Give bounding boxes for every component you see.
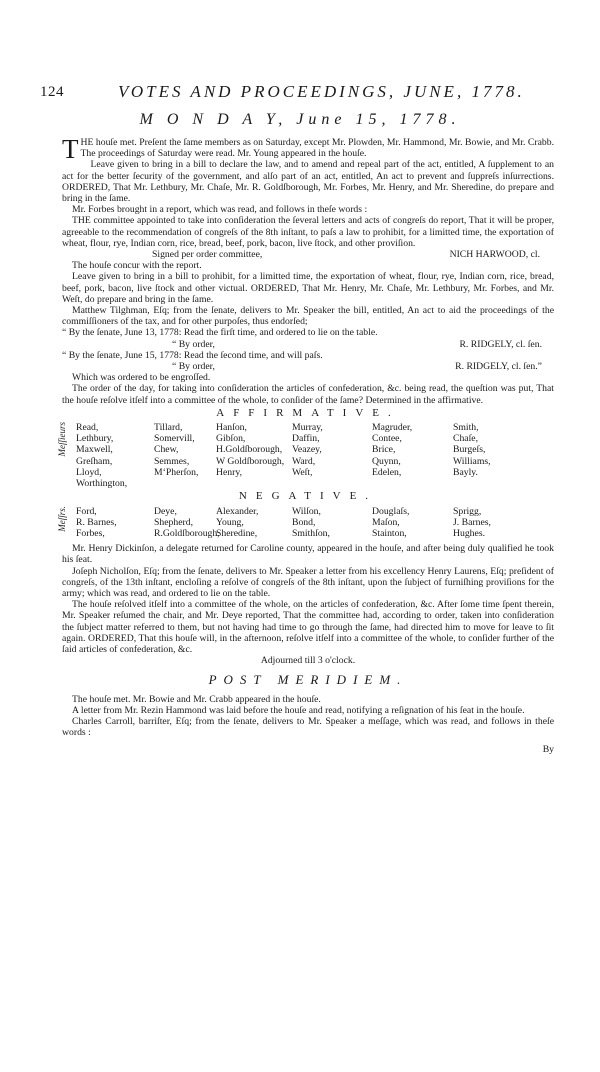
running-title: VOTES AND PROCEEDINGS, JUNE, 1778. [118, 82, 525, 101]
voter-name: Semmes, [154, 455, 190, 467]
voter-name: Murray, [292, 422, 323, 434]
order-line-2 [62, 361, 554, 372]
voter-name: Maxwell, [76, 444, 113, 456]
paragraph-house-met: The houſe met. Mr. Bowie and Mr. Crabb appeared in the houſe. [72, 693, 321, 705]
catchword: By [542, 744, 554, 756]
voter-name: Stainton, [372, 527, 407, 539]
voter-name: Somervill, [154, 433, 195, 445]
paragraph-concur: The houſe concur with the report. [72, 260, 202, 272]
voter-name: Sheredine, [216, 527, 258, 539]
negative-votes [57, 505, 554, 540]
voter-name: Ward, [292, 455, 316, 467]
page-number: 124 [40, 84, 64, 100]
voter-name [216, 478, 292, 489]
paragraph-tilghman: Matthew Tilghman, Eſq; from the ſenate, delivers to Mr. Speaker the bill, entitled, An act to aid the proceedings of the commiſſioners of the tax, and for other purpoſes, thus endorſed; [62, 305, 554, 328]
voter-name: Weſt, [292, 466, 313, 478]
voter-name: Greſham, [76, 455, 113, 467]
voter-name: Brice, [372, 444, 396, 456]
voter-name: Sprigg, [453, 505, 482, 517]
voter-name: Henry, [216, 466, 243, 478]
day-heading: M O N D A Y, June 15, 1778. [139, 111, 461, 128]
drop-cap: T [62, 134, 79, 164]
voter-name: Read, [76, 422, 99, 434]
voter-name: Lloyd, [76, 466, 102, 478]
paragraph-order-of-day: The order of the day, for taking into conſideration the articles of confederation, &c. being read, the queſtion was put, That the houſe reſolve itſelf into a committee of the whole, to conſider of the ſame? Determined in the affirmative. [62, 383, 554, 406]
affirmative-heading: AFFIRMATIVE. [216, 406, 400, 419]
order-label: “ By order, [172, 338, 215, 350]
signature-label: Signed per order committee, [152, 249, 263, 261]
voter-name: Smithſon, [292, 527, 330, 539]
voter-name: Williams, [453, 455, 491, 467]
voter-name: Ford, [76, 505, 97, 517]
paragraph-engrossed: Which was ordered to be engroſſed. [72, 372, 211, 384]
voter-name: R. Barnes, [76, 516, 117, 528]
paragraph-leave-bill: Leave given to bring in a bill to declare the law, and to amend and repeal part of the act, entitled, A ſupplement to an act for the better ſecurity of the government, and alſo part of an act, entitled, An act to prevent and ſuppreſs inſurrections. ORDERED, That Mr. Lethbury, Mr. Chaſe, Mr. R. Goldſborough, Mr. Forbes, Mr. Henry, and Mr. Sheredine, do prepare and bring in the ſame. [62, 159, 554, 205]
voter-name: R.Goldſborough, [154, 527, 220, 539]
page-header [40, 84, 560, 104]
voter-name: Wilſon, [292, 505, 321, 517]
voter-name: Gibſon, [216, 433, 246, 445]
signature-name: NICH HARWOOD, cl. [449, 249, 540, 261]
voter-name: Hughes. [453, 527, 486, 539]
document-body [57, 134, 554, 756]
paragraph-opening [62, 134, 554, 164]
clerk-name: R. RIDGELY, cl. ſen. [459, 338, 542, 350]
voter-name: Chaſe, [453, 433, 479, 445]
paragraph-report-intro: Mr. Forbes brought in a report, which was read, and follows in theſe words : [72, 204, 368, 216]
voter-name: H.Goldſborough, [216, 444, 283, 456]
voter-name: Forbes, [76, 527, 105, 539]
voter-name: Shepherd, [154, 516, 194, 528]
paragraph-nicholson: Joſeph Nicholſon, Eſq; from the ſenate, delivers to Mr. Speaker a letter from his excellency Henry Laurens, Eſq; preſident of congreſs, of the 13th inſtant, encloſing a reſolve of congreſs of the 8th inſtant, upon the ſubject of furniſhing proviſions for the army; which was read, and ordered to lie on the table. [62, 565, 554, 599]
order-label: “ By order, [172, 361, 215, 373]
voter-name: Hanſon, [216, 422, 247, 434]
senate-endorsement-2: “ By the ſenate, June 15, 1778: Read the ſecond time, and will paſs. [62, 349, 323, 361]
voter-name: Veazey, [292, 444, 322, 456]
paragraph-committee-whole: The houſe reſolved itſelf into a committee of the whole, on the articles of confederation, &c. After ſome time ſpent therein, Mr. Speaker reſumed the chair, and Mr. Deye reported, That the committee had, according to order, taken into conſideration the ſubject matter referred to them, but not having had time to go through the ſame, had directed him to move for leave to ſit again. ORDERED, That this houſe will, in the afternoon, reſolve itſelf into a committee of the whole, to conſider further of the ſaid articles of confederation, &c. [62, 599, 554, 655]
paragraph-committee-report: THE committee appointed to take into conſideration the ſeveral letters and acts of congreſs do report, That it will be proper, agreeable to the recommendation of congreſs of the 8th inſtant, to paſs a law to prohibit, for a limitted time, the exportation of wheat, flour, rye, Indian corn, rice, bread, beef, pork, bacon, live ſtock, and other proviſion. [62, 215, 554, 249]
voter-name: Burgeſs, [453, 444, 486, 456]
negative-heading: NEGATIVE. [238, 490, 378, 503]
voter-name: Lethbury, [76, 433, 114, 445]
voter-name: Young, [216, 516, 244, 528]
voter-name: Alexander, [216, 505, 259, 517]
voter-name: Bond, [292, 516, 316, 528]
voter-name: Contee, [372, 433, 402, 445]
affirmative-grid [76, 422, 554, 489]
voter-name: Edelen, [372, 466, 402, 478]
adjourned-line: Adjourned till 3 o'clock. [260, 655, 356, 667]
clerk-name: R. RIDGELY, cl. ſen.” [455, 361, 542, 373]
voter-name: Tillard, [154, 422, 183, 434]
negative-grid [76, 506, 554, 540]
voter-name: Daffin, [292, 433, 320, 445]
voter-name: W Goldſborough, [216, 455, 285, 467]
voter-name: Douglaſs, [372, 505, 410, 517]
voter-name: Deye, [154, 505, 177, 517]
side-label: Meſſieurs [57, 422, 67, 457]
affirmative-votes [57, 422, 554, 490]
voter-name: Maſon, [372, 516, 400, 528]
paragraph-text: HE houſe met. Preſent the ſame members as on Saturday, except Mr. Plowden, Mr. Hammond, Mr. Bowie, and Mr. Crabb. The proceedings of Saturday were read. Mr. Young appeared in the houſe. [80, 137, 554, 160]
voter-name [154, 478, 216, 489]
post-meridiem-heading: POST MERIDIEM. [208, 672, 408, 688]
paragraph-hammond-letter: A letter from Mr. Rezin Hammond was laid before the houſe and read, notifying a reſignation of his ſeat in the houſe. [72, 704, 525, 716]
voter-name: Bayly. [453, 466, 478, 478]
voter-name: Chew, [154, 444, 179, 456]
voter-name [372, 478, 453, 489]
voter-name [292, 478, 372, 489]
voter-name: Worthington, [76, 478, 128, 490]
voter-name: Quynn, [372, 455, 401, 467]
order-line-1 [62, 339, 554, 350]
voter-name: M‘Pherſon, [154, 466, 199, 478]
paragraph-prohibit-bill: Leave given to bring in a bill to prohibit, for a limitted time, the exportation of wheat, flour, rye, Indian corn, rice, bread, beef, pork, bacon, live ſtock and other victual. ORDERED, That Mr. Henry, Mr. Chaſe, Mr. Lethbury, Mr. Forbes, and Mr. Weſt, do prepare and bring in the ſame. [62, 271, 554, 305]
senate-endorsement-1: “ By the ſenate, June 13, 1778: Read the firſt time, and ordered to lie on the table. [62, 327, 378, 339]
voter-name: J. Barnes, [453, 516, 491, 528]
voter-name: Magruder, [372, 422, 413, 434]
voter-name [453, 478, 527, 489]
paragraph-carroll: Charles Carroll, barriſter, Eſq; from the ſenate, delivers to Mr. Speaker a meſſage, which was read, and follows in theſe words : [62, 715, 554, 739]
side-label: Meſſrs. [57, 505, 67, 532]
paragraph-dickinson: Mr. Henry Dickinſon, a delegate returned for Caroline county, appeared in the houſe, and after being duly qualified he took his ſeat. [62, 543, 554, 566]
voter-name: Smith, [453, 422, 479, 434]
signature-line [62, 249, 554, 260]
